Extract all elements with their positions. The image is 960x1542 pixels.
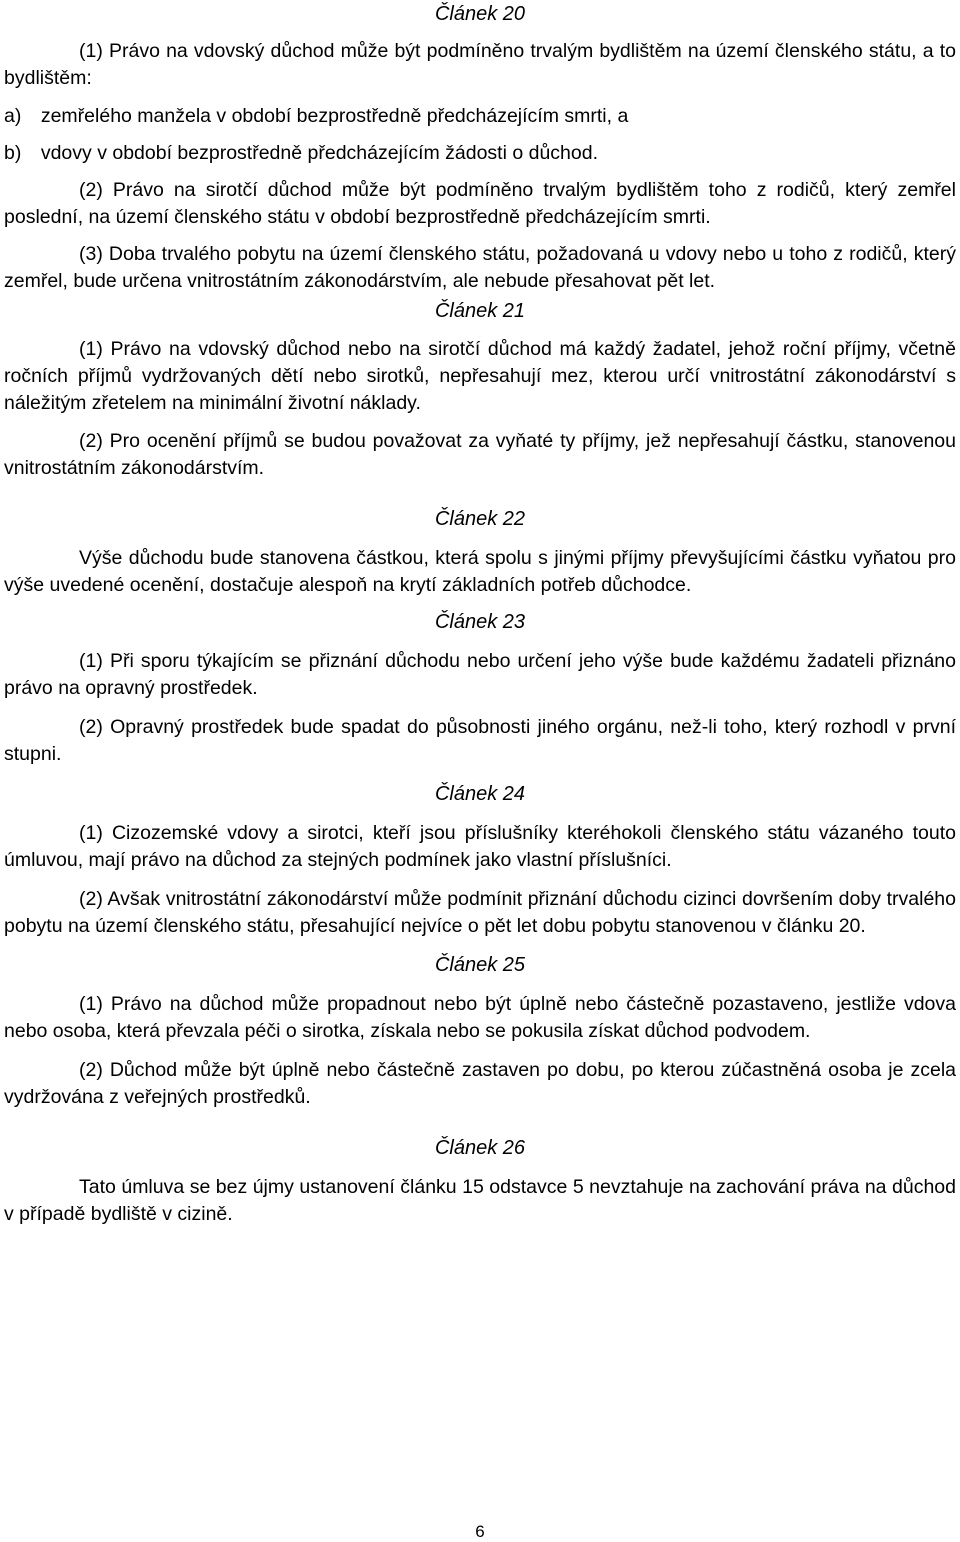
article-22 xyxy=(4,506,956,599)
paragraph: (1) Právo na důchod může propadnout nebo být úplně nebo částečně pozastaveno, jestliže vdova nebo osoba, která převzala péči o sirotka, získala nebo se pokusila získat důchod podvodem. xyxy=(4,993,956,1042)
list-item: a) zemřelého manžela v období bezprostředně předcházejícím smrti, a xyxy=(4,105,629,127)
paragraph: (1) Cizozemské vdovy a sirotci, kteří jsou příslušníky kteréhokoli členského státu vázaného touto úmluvou, mají právo na důchod za stejných podmínek jako vlastní příslušníci. xyxy=(4,822,956,871)
article-25 xyxy=(4,952,956,1111)
article-heading: Článek 26 xyxy=(434,1137,526,1159)
paragraph: (1) Při sporu týkajícím se přiznání důchodu nebo určení jeho výše bude každému žadateli přiznáno právo na opravný prostředek. xyxy=(4,650,956,699)
article-heading: Článek 24 xyxy=(434,783,526,805)
article-heading: Článek 20 xyxy=(434,3,526,25)
article-heading: Článek 23 xyxy=(434,611,526,633)
paragraph: (2) Důchod může být úplně nebo částečně zastaven po dobu, po kterou zúčastněná osoba je zcela vydržována z veřejných prostředků. xyxy=(4,1059,956,1108)
article-24 xyxy=(4,781,956,940)
paragraph: (2) Právo na sirotčí důchod může být podmíněno trvalým bydlištěm toho z rodičů, který zemřel poslední, na území členského státu v období bezprostředně předcházejícím smrti. xyxy=(4,179,956,228)
list-item: b) vdovy v období bezprostředně předcházejícím žádosti o důchod. xyxy=(4,142,599,164)
paragraph: (2) Avšak vnitrostátní zákonodárství může podmínit přiznání důchodu cizinci dovršením doby trvalého pobytu na území členského státu, přesahující nejvíce o pět let dobu pobytu stanovenou v článku 20. xyxy=(4,888,956,937)
article-heading: Článek 22 xyxy=(434,508,526,530)
paragraph: Tato úmluva se bez újmy ustanovení článku 15 odstavce 5 nevztahuje na zachování práva na důchod v případě bydliště v cizině. xyxy=(4,1176,956,1225)
article-heading: Článek 25 xyxy=(434,954,526,976)
paragraph: (3) Doba trvalého pobytu na území členského státu, požadovaná u vdovy nebo u toho z rodičů, který zemřel, bude určena vnitrostátním zákonodárstvím, ale nebude přesahovat pět let. xyxy=(4,243,956,292)
paragraph: (2) Opravný prostředek bude spadat do působnosti jiného orgánu, než-li toho, který rozhodl v první stupni. xyxy=(4,716,956,765)
paragraph: (1) Právo na vdovský důchod nebo na sirotčí důchod má každý žadatel, jehož roční příjmy, včetně ročních příjmů vydržovaných dětí nebo sirotků, nepřesahují mez, kterou určí vnitrostátní zákonodárství s náležitým zřetelem na minimální životní náklady. xyxy=(4,338,956,414)
paragraph: (1) Právo na vdovský důchod může být podmíněno trvalým bydlištěm na území členského státu, a to bydlištěm: xyxy=(4,40,956,89)
article-heading: Článek 21 xyxy=(434,300,526,322)
article-21 xyxy=(4,298,956,482)
article-20 xyxy=(4,1,956,295)
article-26 xyxy=(4,1135,956,1228)
document-body xyxy=(4,0,956,1228)
page-number: 6 xyxy=(475,1522,485,1541)
article-23 xyxy=(4,609,956,768)
paragraph: Výše důchodu bude stanovena částkou, která spolu s jinými příjmy převyšujícími částku vyňatou pro výše uvedené ocenění, dostačuje alespoň na krytí základních potřeb důchodce. xyxy=(4,547,956,596)
paragraph: (2) Pro ocenění příjmů se budou považovat za vyňaté ty příjmy, jež nepřesahují částku, stanovenou vnitrostátním zákonodárstvím. xyxy=(4,430,956,479)
